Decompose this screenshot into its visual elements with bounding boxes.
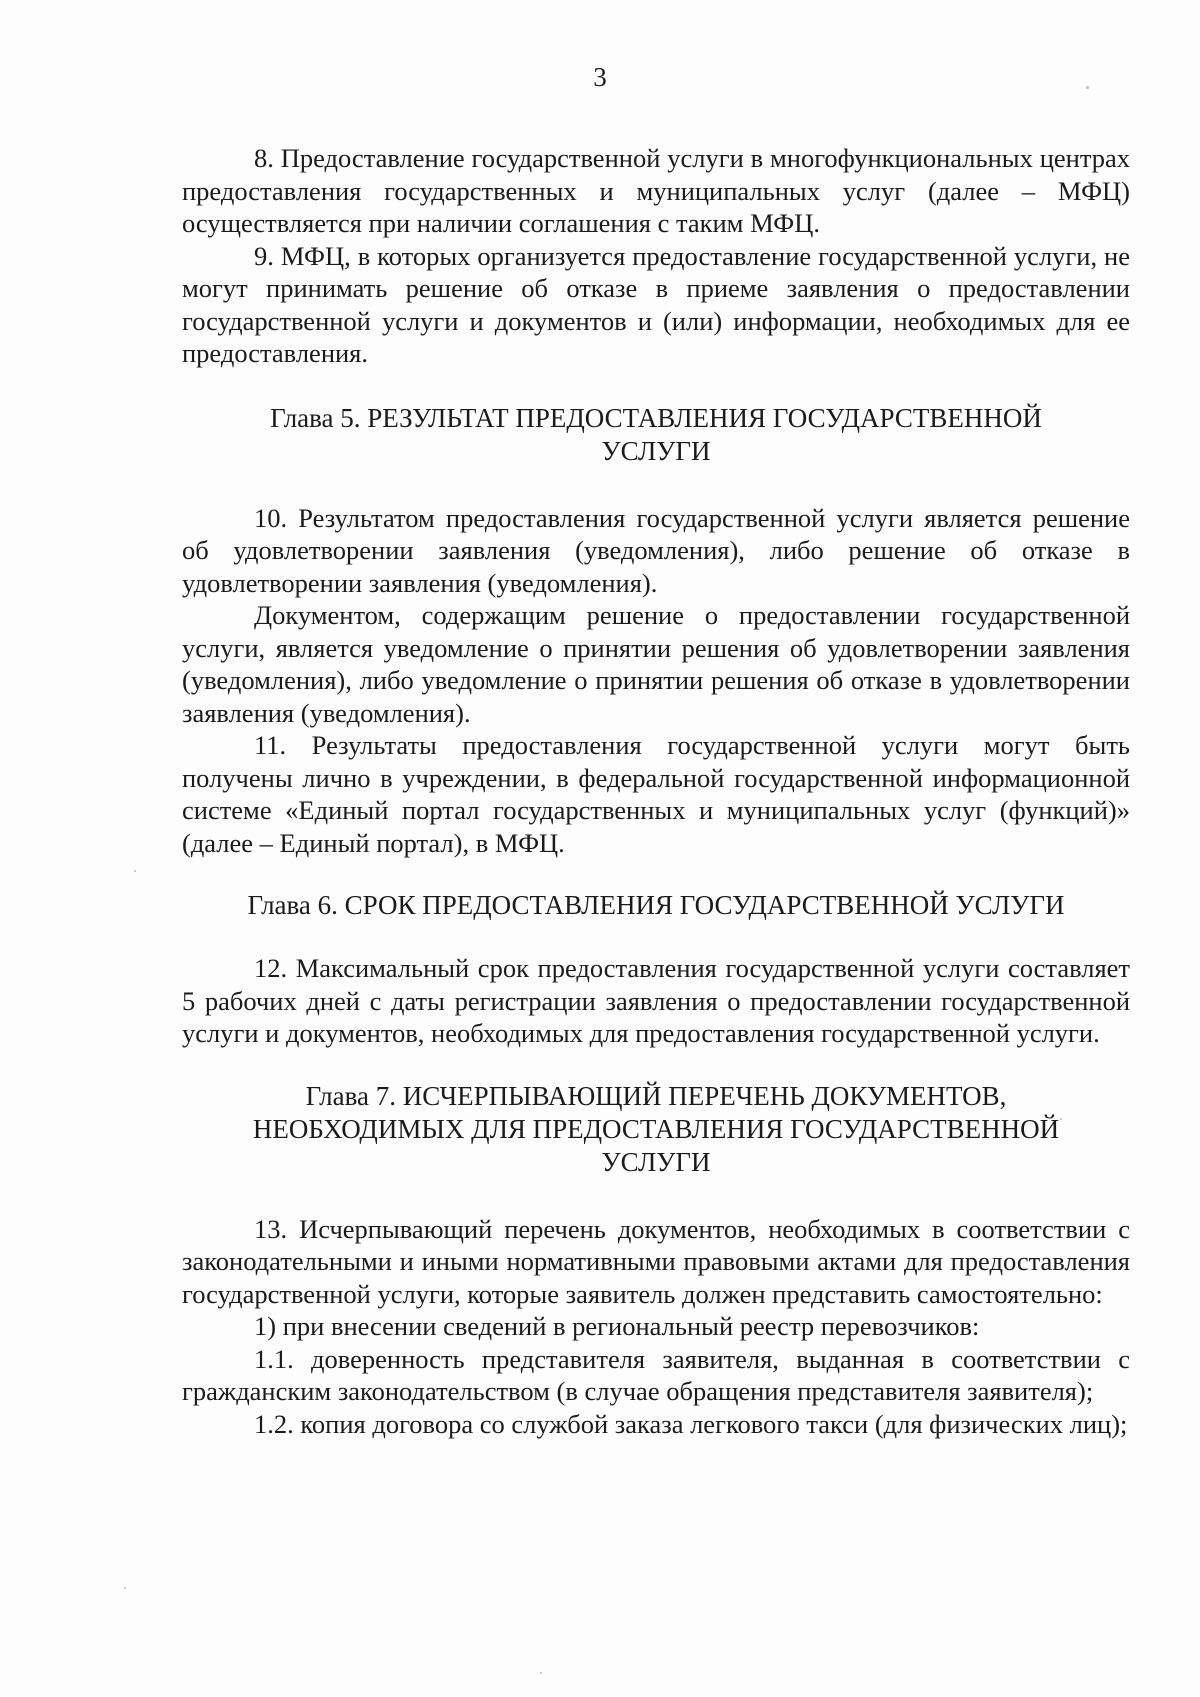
paragraph-12: 12. Максимальный срок предоставления государственной услуги составляет 5 рабочих дней с даты регистрации заявления о предоставлении государственной услуги и документов, необходимых для предоставления государственной услуги. — [182, 953, 1130, 1048]
chapter-5-heading-line-2: УСЛУГИ — [601, 435, 711, 466]
chapter-5-heading-line-1: Глава 5. РЕЗУЛЬТАТ ПРЕДОСТАВЛЕНИЯ ГОСУДАРСТВЕННОЙ — [270, 402, 1042, 433]
paragraph-11: 11. Результаты предоставления государственной услуги могут быть получены лично в учреждении, в федеральной государственной информационной системе «Единый портал государственных и муниципальных услуг (функций)» (далее – Единый портал), в МФЦ. — [182, 730, 1130, 858]
scan-speck — [1086, 86, 1089, 89]
chapter-6-heading-line-1: Глава 6. СРОК ПРЕДОСТАВЛЕНИЯ ГОСУДАРСТВЕННОЙ УСЛУГИ — [247, 890, 1065, 920]
chapter-7-heading-line-3: УСЛУГИ — [601, 1146, 711, 1177]
paragraph-8: 8. Предоставление государственной услуги в многофункциональных центрах предоставления государственных и муниципальных услуг (далее – МФЦ) осуществляется при наличии соглашения с таким МФЦ. — [182, 143, 1130, 238]
scan-speck — [134, 870, 136, 872]
paragraph-9: 9. МФЦ, в которых организуется предоставление государственной услуги, не могут принимать решение об отказе в приеме заявления о предоставлении государственной услуги и документов и (или) информации, необходимых для ее предоставления. — [182, 240, 1130, 368]
paragraph-document-decision: Документом, содержащим решение о предоставлении государственной услуги, является уведомление о принятии решения об удовлетворении заявления (уведомления), либо уведомление о принятии решения об отказе в удовлетворении заявления (уведомления). — [182, 600, 1130, 728]
scan-speck — [1060, 1118, 1062, 1120]
scan-speck — [540, 1672, 542, 1674]
paragraph-10: 10. Результатом предоставления государственной услуги является решение об удовлетворении заявления (уведомления), либо решение об отказе в удовлетворении заявления (уведомления). — [182, 502, 1130, 598]
chapter-7-heading-line-1: Глава 7. ИСЧЕРПЫВАЮЩИЙ ПЕРЕЧЕНЬ ДОКУМЕНТОВ, — [305, 1080, 1007, 1111]
list-item-1-2: 1.2. копия договора со службой заказа легкового такси (для физических лиц); — [254, 1408, 1128, 1439]
chapter-5-heading — [182, 402, 1130, 468]
chapter-6-heading — [182, 889, 1130, 922]
list-item-1: 1) при внесении сведений в региональный реестр перевозчиков: — [254, 1311, 980, 1341]
paragraph-13: 13. Исчерпывающий перечень документов, необходимых в соответствии с законодательными и иными нормативными правовыми актами для предоставления государственной услуги, которые заявитель должен представить самостоятельно: — [182, 1213, 1130, 1309]
chapter-7-heading-line-2: НЕОБХОДИМЫХ ДЛЯ ПРЕДОСТАВЛЕНИЯ ГОСУДАРСТВЕННОЙ — [252, 1113, 1060, 1144]
document-body — [182, 142, 1130, 1440]
chapter-7-heading — [182, 1080, 1130, 1179]
page-number: 3 — [593, 62, 607, 92]
scan-speck — [124, 1587, 126, 1589]
list-item-1-1: 1.1. доверенность представителя заявителя, выданная в соответствии с гражданским законодательством (в случае обращения представителя заявителя); — [182, 1343, 1130, 1406]
